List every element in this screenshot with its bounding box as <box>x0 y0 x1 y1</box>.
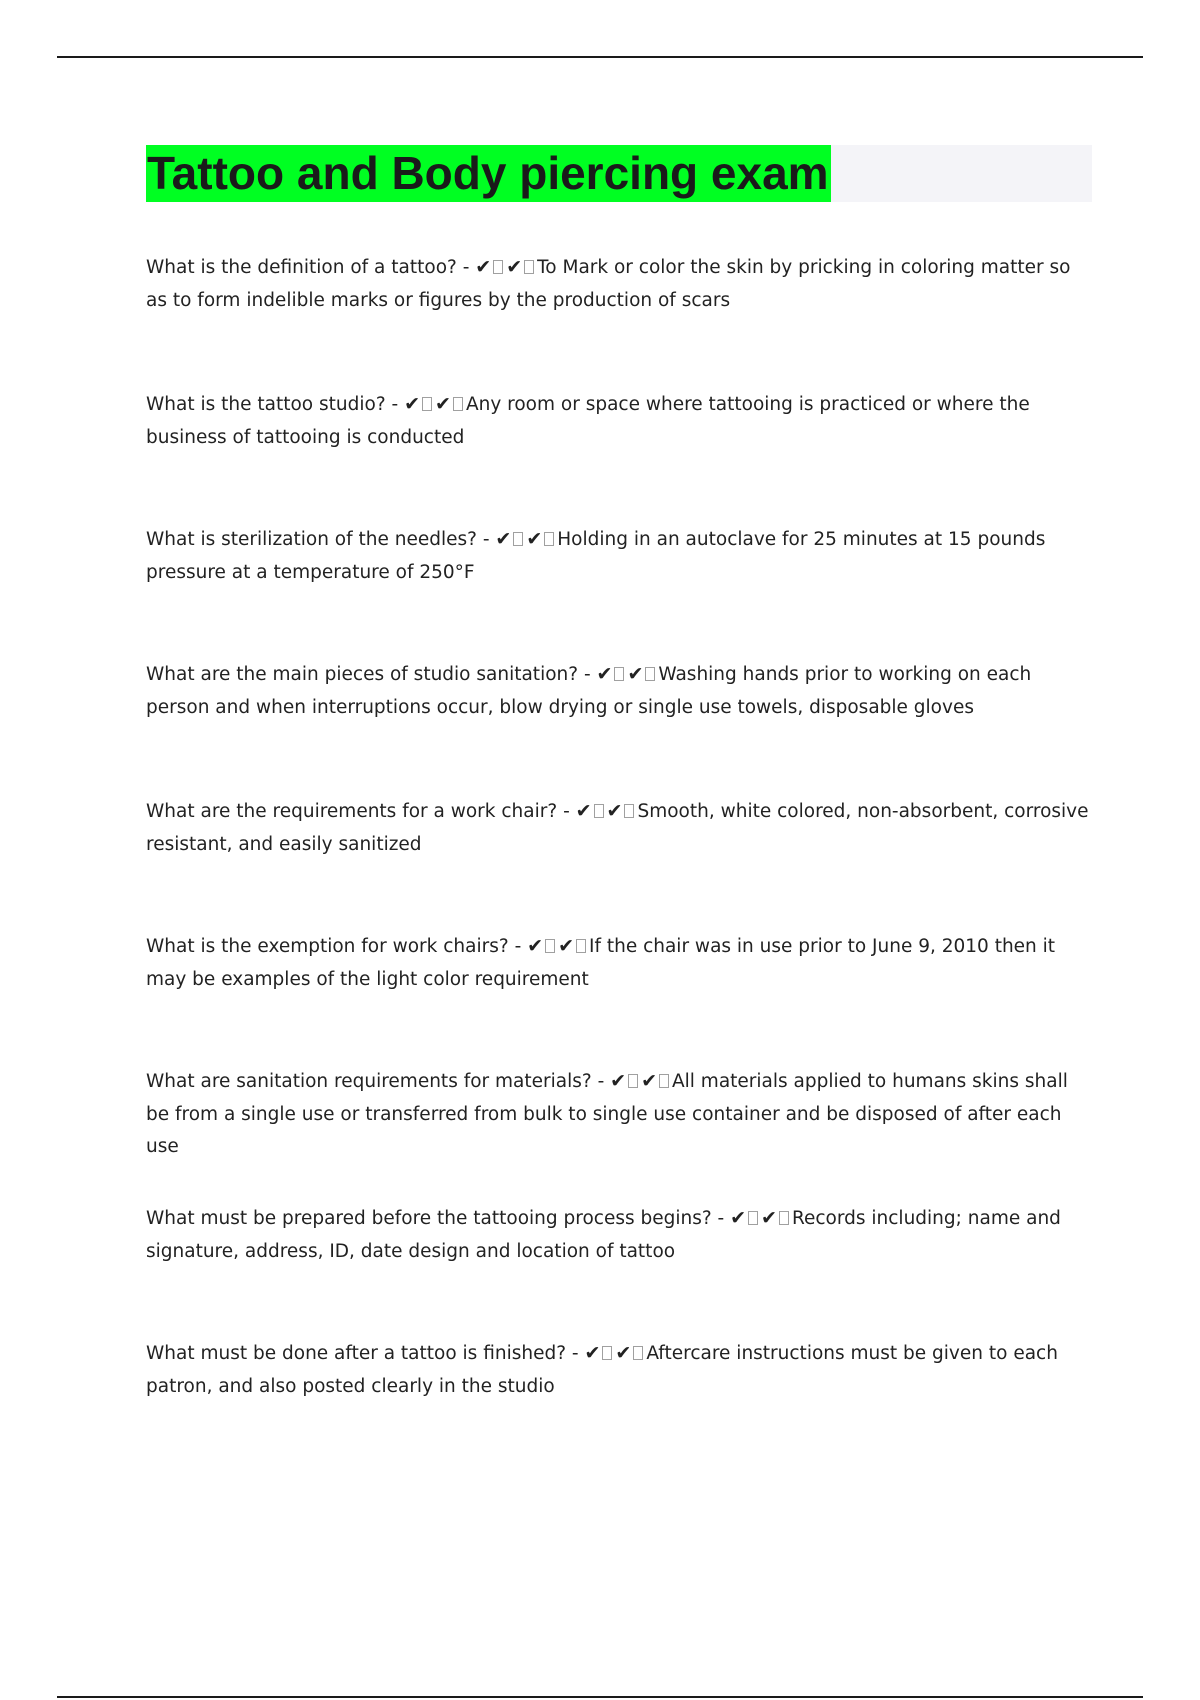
check-icon: ✔ <box>730 1207 747 1229</box>
question-text: What must be done after a tattoo is finished? <box>146 1343 567 1364</box>
separator: - <box>591 1071 611 1092</box>
question-text: What are sanitation requirements for materials? <box>146 1071 592 1092</box>
check-icon: ✔ <box>506 256 523 278</box>
question-text: What is the tattoo studio? <box>146 394 386 415</box>
check-icon: ✔ <box>558 935 574 957</box>
separator: - <box>711 1208 731 1229</box>
missing-glyph-box-icon <box>748 1211 758 1225</box>
missing-glyph-box-icon <box>602 1346 612 1360</box>
separator: - <box>508 936 528 957</box>
qa-item <box>146 930 1096 996</box>
bottom-rule <box>57 1696 1143 1698</box>
missing-glyph-box-icon <box>633 1346 643 1360</box>
missing-glyph-box-icon <box>659 1074 669 1088</box>
missing-glyph-box-icon <box>453 397 463 411</box>
missing-glyph-box-icon <box>614 667 624 681</box>
check-icon: ✔ <box>615 1342 632 1364</box>
question-text: What is sterilization of the needles? <box>146 529 477 550</box>
check-icon: ✔ <box>610 1070 627 1092</box>
answer-text: If the chair was in use prior to June 9, 2010 then it may be examples of the light color requirement <box>146 936 1056 990</box>
answer-text: Smooth, white colored, non-absorbent, corrosive resistant, and easily sanitized <box>146 801 1089 855</box>
answer-text: Aftercare instructions must be given to each patron, and also posted clearly in the studio <box>146 1343 1058 1397</box>
qa-item <box>146 795 1096 861</box>
check-icon: ✔ <box>627 663 644 685</box>
check-icon: ✔ <box>404 393 421 415</box>
qa-item <box>146 658 1096 724</box>
check-icon: ✔ <box>435 393 451 415</box>
answer-text: Records including; name and signature, address, ID, date design and location of tattoo <box>146 1208 1061 1262</box>
missing-glyph-box-icon <box>594 804 604 818</box>
answer-text: Holding in an autoclave for 25 minutes at 15 pounds pressure at a temperature of 250°F <box>146 529 1046 583</box>
top-rule <box>57 56 1143 58</box>
missing-glyph-box-icon <box>493 260 503 274</box>
check-icon: ✔ <box>495 528 512 550</box>
separator: - <box>566 1343 585 1364</box>
document-title: Tattoo and Body piercing exam <box>146 145 831 202</box>
question-text: What are the main pieces of studio sanitation? <box>146 664 579 685</box>
question-text: What is the definition of a tattoo? <box>146 257 457 278</box>
qa-item <box>146 1337 1096 1403</box>
separator: - <box>385 394 405 415</box>
separator: - <box>476 529 496 550</box>
question-text: What is the exemption for work chairs? <box>146 936 509 957</box>
missing-glyph-box-icon <box>576 939 586 953</box>
separator: - <box>578 664 597 685</box>
check-icon: ✔ <box>527 935 544 957</box>
separator: - <box>557 801 576 822</box>
answer-text: Any room or space where tattooing is practiced or where the business of tattooing is conducted <box>146 394 1030 448</box>
check-icon: ✔ <box>526 528 543 550</box>
separator: - <box>456 257 476 278</box>
missing-glyph-box-icon <box>545 939 555 953</box>
missing-glyph-box-icon <box>422 397 432 411</box>
answer-text: To Mark or color the skin by pricking in coloring matter so as to form indelible marks or figures by the production of scars <box>146 257 1071 311</box>
check-icon: ✔ <box>575 800 592 822</box>
qa-item <box>146 251 1096 317</box>
missing-glyph-box-icon <box>628 1074 638 1088</box>
check-icon: ✔ <box>584 1342 601 1364</box>
missing-glyph-box-icon <box>645 667 655 681</box>
check-icon: ✔ <box>596 663 613 685</box>
missing-glyph-box-icon <box>624 804 634 818</box>
qa-item <box>146 523 1096 589</box>
check-icon: ✔ <box>606 800 623 822</box>
question-text: What must be prepared before the tattooing process begins? <box>146 1208 712 1229</box>
missing-glyph-box-icon <box>513 532 523 546</box>
question-text: What are the requirements for a work chair? <box>146 801 558 822</box>
qa-item <box>146 1065 1096 1164</box>
check-icon: ✔ <box>475 256 492 278</box>
check-icon: ✔ <box>761 1207 777 1229</box>
answer-text: Washing hands prior to working on each person and when interruptions occur, blow drying or single use towels, disposable gloves <box>146 664 1032 718</box>
qa-item <box>146 388 1096 454</box>
missing-glyph-box-icon <box>544 532 554 546</box>
answer-text: All materials applied to humans skins shall be from a single use or transferred from bulk to single use container and be disposed of after each use <box>146 1071 1068 1157</box>
qa-item <box>146 1202 1096 1268</box>
missing-glyph-box-icon <box>779 1211 789 1225</box>
check-icon: ✔ <box>641 1070 657 1092</box>
missing-glyph-box-icon <box>524 260 534 274</box>
